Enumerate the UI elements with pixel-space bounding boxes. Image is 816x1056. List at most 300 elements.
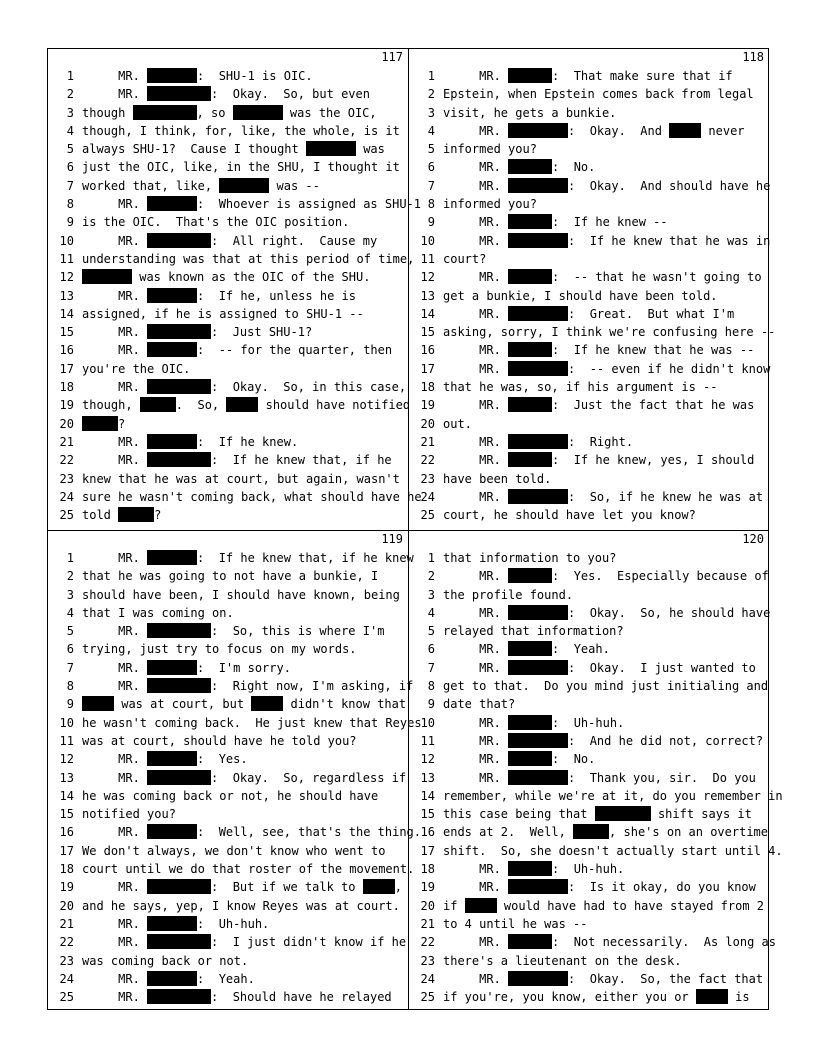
transcript-line	[409, 177, 770, 195]
line-number: 5	[66, 624, 74, 639]
line-text: : -- that he wasn't going to	[552, 270, 762, 285]
transcript-line	[48, 250, 415, 268]
transcript-line	[48, 732, 409, 750]
line-text: date that?	[443, 697, 516, 712]
transcript-line	[409, 970, 770, 988]
transcript-line	[409, 640, 770, 658]
line-text: should have notified	[258, 398, 411, 413]
line-number: 18	[59, 380, 74, 395]
redaction-box	[573, 824, 609, 839]
line-text: was the OIC,	[282, 105, 377, 120]
line-text: : Whoever is assigned as SHU-1	[197, 197, 421, 212]
transcript-line	[409, 213, 770, 231]
line-text: court?	[443, 251, 487, 266]
line-number: 4	[66, 123, 74, 138]
line-text: MR.	[443, 935, 509, 950]
redaction-box	[147, 678, 211, 693]
transcript-line	[48, 85, 409, 103]
line-text: if you're, you know, either you or	[443, 990, 696, 1005]
transcript-line	[48, 415, 409, 433]
line-text: : -- for the quarter, then	[197, 343, 393, 358]
line-text: : I just didn't know if he	[211, 935, 407, 950]
transcript-line	[48, 677, 414, 695]
line-text: though	[82, 105, 133, 120]
line-text: : Just SHU-1?	[211, 325, 313, 340]
line-text: sure he wasn't coming back, what should have he	[82, 489, 422, 504]
line-number: 17	[59, 361, 74, 376]
transcript-line	[409, 305, 770, 323]
line-number: 8	[427, 197, 435, 212]
line-text: you're the OIC.	[82, 361, 191, 376]
line-text: out.	[443, 416, 472, 431]
line-text: MR.	[82, 679, 148, 694]
redaction-box	[147, 452, 211, 467]
line-text: have been told.	[443, 471, 552, 486]
redaction-box	[669, 123, 701, 138]
transcript-line	[48, 549, 414, 567]
line-number: 21	[420, 434, 435, 449]
line-text: MR.	[443, 343, 509, 358]
redaction-box	[508, 879, 568, 894]
line-text: MR.	[82, 434, 148, 449]
transcript-line	[48, 823, 421, 841]
transcript-line	[48, 659, 409, 677]
line-number: 13	[420, 288, 435, 303]
line-text: : If he knew, yes, I should	[552, 453, 755, 468]
line-text: the profile found.	[443, 587, 574, 602]
line-text: : Well, see, that's the thing.	[197, 825, 421, 840]
transcript-line	[48, 67, 409, 85]
line-number: 10	[420, 233, 435, 248]
line-text: MR.	[82, 752, 148, 767]
transcript-line	[48, 104, 409, 122]
redaction-box	[508, 452, 552, 467]
line-number: 2	[427, 569, 435, 584]
transcript-line	[409, 488, 770, 506]
line-number: 10	[59, 715, 74, 730]
line-text: MR.	[443, 880, 509, 895]
line-text: : Is it okay, do you know	[568, 880, 756, 895]
line-text: was at court, but	[114, 697, 252, 712]
line-number: 16	[59, 343, 74, 358]
redaction-box	[363, 879, 395, 894]
line-text: always SHU-1? Cause I thought	[82, 142, 306, 157]
line-text: MR.	[443, 605, 509, 620]
line-text: was coming back or not.	[82, 953, 249, 968]
redaction-box	[508, 361, 568, 376]
line-text: : Right.	[568, 434, 634, 449]
line-number: 7	[66, 660, 74, 675]
line-text: MR.	[82, 87, 148, 102]
redaction-box	[219, 178, 269, 193]
transcript-line	[409, 897, 770, 915]
transcript-line	[48, 586, 409, 604]
line-number: 20	[420, 416, 435, 431]
redaction-box	[595, 806, 651, 821]
line-number: 12	[59, 270, 74, 285]
line-number: 18	[59, 862, 74, 877]
line-text: knew that he was at court, but again, wasn't	[82, 471, 400, 486]
transcript-line	[409, 714, 770, 732]
transcript-line	[48, 805, 409, 823]
line-text: MR.	[82, 660, 148, 675]
transcript-line	[48, 378, 409, 396]
redaction-box	[233, 105, 283, 120]
redaction-box	[147, 623, 211, 638]
line-text: MR.	[82, 880, 148, 895]
page-number: 118	[742, 50, 764, 64]
transcript-line	[48, 878, 409, 896]
redaction-box	[508, 751, 552, 766]
line-number: 16	[420, 825, 435, 840]
redaction-box	[508, 568, 552, 583]
line-number: 8	[427, 679, 435, 694]
transcript-line	[409, 787, 783, 805]
line-text: MR.	[82, 916, 148, 931]
line-number: 21	[420, 916, 435, 931]
redaction-box	[82, 269, 132, 284]
line-number: 16	[59, 825, 74, 840]
line-text: was at court, should have he told you?	[82, 733, 357, 748]
line-text: MR.	[443, 434, 509, 449]
line-text: to 4 until he was --	[443, 916, 588, 931]
line-text: court until we do that roster of the movement.	[82, 862, 415, 877]
line-text: that he was, so, if his argument is --	[443, 380, 718, 395]
redaction-box	[147, 989, 211, 1004]
line-number: 14	[420, 788, 435, 803]
line-text: MR.	[443, 752, 509, 767]
line-text: MR.	[82, 825, 148, 840]
redaction-box	[508, 770, 568, 785]
line-number: 23	[59, 471, 74, 486]
line-text: : If he, unless he is	[197, 288, 356, 303]
line-number: 6	[427, 160, 435, 175]
line-text: MR.	[443, 715, 509, 730]
redaction-box	[508, 159, 552, 174]
line-text: : Should have he relayed	[211, 990, 392, 1005]
transcript-line	[409, 878, 770, 896]
redaction-box	[147, 342, 197, 357]
transcript-line	[48, 842, 409, 860]
line-text: MR.	[443, 770, 509, 785]
line-number: 5	[427, 624, 435, 639]
line-number: 4	[66, 605, 74, 620]
line-text: : If he knew --	[552, 215, 668, 230]
line-text: MR.	[443, 862, 509, 877]
line-text: MR.	[82, 453, 148, 468]
line-number: 15	[59, 325, 74, 340]
line-number: 11	[420, 733, 435, 748]
transcript-line	[409, 988, 770, 1006]
line-number: 3	[66, 105, 74, 120]
transcript-page	[48, 49, 422, 529]
line-text: MR.	[443, 270, 509, 285]
line-text: MR.	[443, 642, 509, 657]
line-text: informed you?	[443, 197, 537, 212]
redaction-box	[508, 269, 552, 284]
line-number: 6	[66, 642, 74, 657]
transcript-line	[48, 952, 409, 970]
transcript-line	[48, 232, 409, 250]
line-text: : -- even if he didn't know	[568, 361, 771, 376]
redaction-box	[508, 861, 552, 876]
redaction-box	[306, 141, 356, 156]
line-text: . So,	[175, 398, 227, 413]
line-text: he was coming back or not, he should have	[82, 788, 379, 803]
redaction-box	[147, 879, 211, 894]
line-number: 19	[420, 880, 435, 895]
line-text: : Uh-huh.	[552, 715, 625, 730]
transcript-line	[48, 323, 409, 341]
line-number: 8	[66, 197, 74, 212]
line-text: would have had to have stayed from 2	[496, 898, 764, 913]
line-number: 23	[420, 953, 435, 968]
redaction-box	[147, 379, 211, 394]
line-text: : So, if he knew he was at	[568, 489, 764, 504]
transcript-line	[409, 287, 770, 305]
line-number: 12	[420, 752, 435, 767]
transcript-line	[409, 933, 776, 951]
redaction-box	[140, 397, 176, 412]
line-text: : Okay. So, in this case,	[211, 380, 407, 395]
line-text: MR.	[443, 215, 509, 230]
line-number: 12	[420, 270, 435, 285]
transcript-line	[409, 67, 770, 85]
line-number: 21	[59, 434, 74, 449]
line-text: that information to you?	[443, 551, 617, 565]
line-text: was known as the OIC of the SHU.	[132, 270, 371, 285]
line-number: 5	[66, 142, 74, 157]
line-text: asking, sorry, I think we're confusing here --	[443, 325, 776, 340]
redaction-box	[147, 660, 197, 675]
redaction-box	[508, 660, 568, 675]
redaction-box	[147, 751, 197, 766]
transcript-line	[409, 158, 770, 176]
line-text: MR.	[443, 489, 509, 504]
line-number: 2	[66, 87, 74, 102]
line-text: remember, while we're at it, do you remember in	[443, 788, 783, 803]
transcript-line	[48, 787, 409, 805]
line-number: 23	[420, 471, 435, 486]
transcript-line	[409, 659, 770, 677]
line-text: didn't know that	[283, 697, 407, 712]
transcript-line	[48, 268, 409, 286]
line-number: 1	[66, 69, 74, 83]
line-number: 12	[59, 752, 74, 767]
line-text: MR.	[82, 971, 148, 986]
line-text: : Just the fact that he was	[552, 398, 755, 413]
line-number: 10	[59, 233, 74, 248]
line-text: informed you?	[443, 142, 537, 157]
transcript-line	[409, 195, 770, 213]
transcript-line	[409, 341, 770, 359]
line-number: 1	[427, 69, 435, 83]
line-text: : And he did not, correct?	[568, 733, 764, 748]
line-text: MR.	[443, 569, 509, 584]
line-text: just the OIC, like, in the SHU, I thought it	[82, 160, 400, 175]
line-number: 15	[420, 325, 435, 340]
redaction-box	[147, 971, 197, 986]
line-text: : SHU-1 is OIC.	[197, 69, 313, 83]
line-number: 20	[420, 898, 435, 913]
line-number: 24	[59, 971, 74, 986]
transcript-line	[409, 915, 770, 933]
transcript-line	[409, 842, 783, 860]
transcript-line	[409, 451, 770, 469]
line-number: 25	[59, 508, 74, 523]
line-text: : Okay. So, the fact that	[568, 971, 764, 986]
line-text: court, he should have let you know?	[443, 508, 696, 523]
transcript-line	[48, 287, 409, 305]
transcript-line	[48, 488, 422, 506]
line-number: 9	[66, 215, 74, 230]
transcript-line	[48, 933, 409, 951]
line-text: that I was coming on.	[82, 605, 234, 620]
line-number: 22	[420, 453, 435, 468]
line-text: MR.	[443, 660, 509, 675]
transcript-line	[48, 360, 409, 378]
redaction-box	[508, 342, 552, 357]
transcript-line	[48, 341, 409, 359]
redaction-box	[508, 934, 552, 949]
transcript-line	[48, 750, 409, 768]
redaction-box	[118, 507, 154, 522]
redaction-box	[147, 434, 197, 449]
transcript-line	[48, 213, 409, 231]
transcript-line	[48, 567, 409, 585]
transcript-line	[48, 158, 409, 176]
redaction-box	[465, 898, 497, 913]
line-text: visit, he gets a bunkie.	[443, 105, 617, 120]
line-number: 4	[427, 605, 435, 620]
redaction-box	[508, 306, 568, 321]
line-number: 17	[420, 361, 435, 376]
line-number: 14	[59, 788, 74, 803]
line-text: : Yes. Especially because of	[552, 569, 769, 584]
line-text: : Uh-huh.	[552, 862, 625, 877]
page-lines	[48, 549, 422, 1006]
line-text: : Okay. So, regardless if	[211, 770, 407, 785]
redaction-box	[508, 434, 568, 449]
line-text: : Okay. So, he should have	[568, 605, 771, 620]
line-number: 18	[420, 862, 435, 877]
line-text: Epstein, when Epstein comes back from legal	[443, 87, 754, 102]
transcript-line	[48, 695, 409, 713]
transcript-line	[409, 860, 770, 878]
transcript-line	[409, 506, 770, 524]
line-number: 15	[59, 807, 74, 822]
line-text: if	[443, 898, 465, 913]
line-number: 6	[427, 642, 435, 657]
transcript-line	[48, 506, 409, 524]
redaction-box	[508, 233, 568, 248]
transcript-line	[409, 586, 770, 604]
line-text: : Yes.	[197, 752, 248, 767]
transcript-line	[409, 769, 770, 787]
line-text: : But if we talk to	[211, 880, 363, 895]
line-number: 1	[427, 551, 435, 565]
redaction-box	[82, 416, 118, 431]
transcript-line	[48, 915, 409, 933]
line-text: ,	[394, 880, 402, 895]
line-text: is the OIC. That's the OIC position.	[82, 215, 350, 230]
transcript-sheet	[47, 48, 783, 1010]
line-text: MR.	[443, 398, 509, 413]
line-text: , so	[196, 105, 233, 120]
line-number: 23	[59, 953, 74, 968]
line-number: 11	[59, 251, 74, 266]
line-text: he wasn't coming back. He just knew that Reyes	[82, 715, 422, 730]
transcript-line	[48, 305, 409, 323]
redaction-box	[508, 733, 568, 748]
line-number: 8	[66, 679, 74, 694]
line-text: MR.	[82, 233, 148, 248]
transcript-line	[409, 470, 770, 488]
redaction-box	[147, 934, 211, 949]
line-text: : Okay. And should have he	[568, 178, 771, 193]
line-text: ?	[118, 416, 126, 431]
line-text: MR.	[443, 361, 509, 376]
transcript-line	[409, 85, 770, 103]
line-text: MR.	[82, 551, 148, 565]
line-text: there's a lieutenant on the desk.	[443, 953, 682, 968]
line-text: MR.	[82, 343, 148, 358]
line-text: : Great. But what I'm	[568, 306, 735, 321]
line-number: 14	[59, 306, 74, 321]
line-number: 14	[420, 306, 435, 321]
redaction-box	[147, 550, 197, 565]
transcript-line	[48, 860, 415, 878]
line-number: 11	[59, 733, 74, 748]
line-number: 20	[59, 898, 74, 913]
transcript-page	[409, 49, 776, 529]
line-text: ?	[154, 508, 162, 523]
line-number: 7	[427, 660, 435, 675]
line-number: 13	[59, 288, 74, 303]
line-text: and he says, yep, I know Reyes was at court.	[82, 898, 400, 913]
line-number: 6	[66, 160, 74, 175]
transcript-line	[409, 433, 770, 451]
line-text: : Uh-huh.	[197, 916, 270, 931]
redaction-box	[508, 641, 552, 656]
line-number: 9	[427, 215, 435, 230]
transcript-line	[48, 769, 409, 787]
line-text: : Yeah.	[552, 642, 610, 657]
line-number: 3	[427, 105, 435, 120]
line-number: 25	[420, 990, 435, 1005]
line-text: MR.	[443, 453, 509, 468]
transcript-line	[409, 415, 770, 433]
line-text: MR.	[82, 935, 148, 950]
line-text: : If he knew that he was in	[568, 233, 771, 248]
line-text: MR.	[82, 380, 148, 395]
line-text: should have been, I should have known, being	[82, 587, 400, 602]
line-text: told	[82, 508, 119, 523]
line-number: 5	[427, 142, 435, 157]
line-text: MR.	[443, 178, 509, 193]
line-text: MR.	[82, 770, 148, 785]
line-number: 22	[59, 935, 74, 950]
redaction-box	[508, 971, 568, 986]
transcript-line	[48, 451, 409, 469]
line-number: 2	[427, 87, 435, 102]
redaction-box	[508, 123, 568, 138]
line-number: 13	[420, 770, 435, 785]
redaction-box	[508, 489, 568, 504]
line-text: MR.	[443, 69, 509, 83]
line-number: 11	[420, 251, 435, 266]
line-number: 3	[66, 587, 74, 602]
